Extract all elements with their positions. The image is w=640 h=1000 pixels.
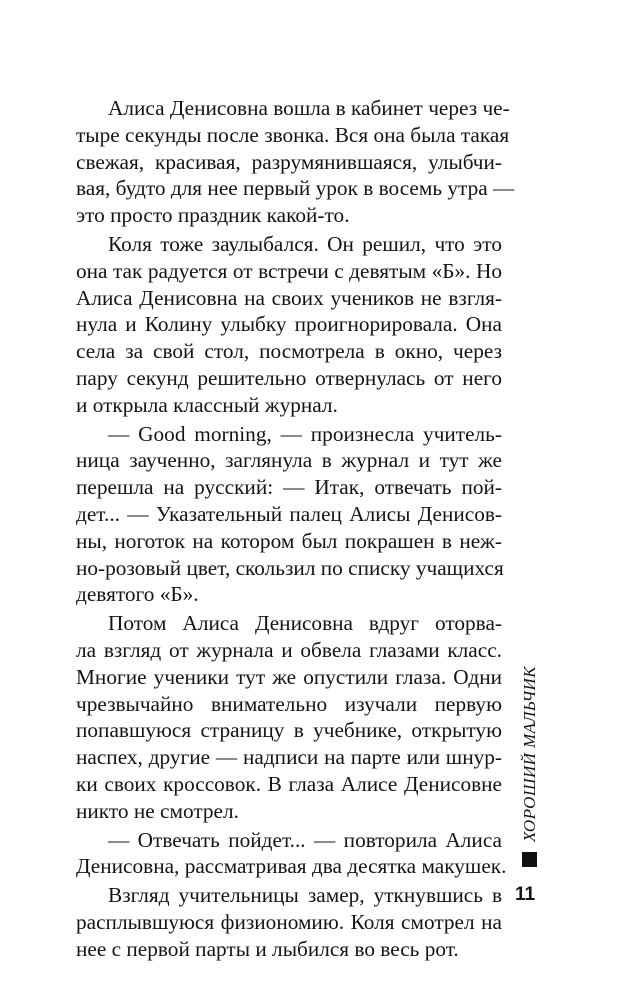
text-line: тыре секунды после звонка. Вся она была такая xyxy=(76,122,510,147)
text-line: чрезвычайно внимательно изучали первую xyxy=(76,691,502,716)
text-line: пару секунд решительно отвернулась от него xyxy=(76,365,502,390)
text-line: Денисовна, рассматривая два десятка макушек. xyxy=(76,854,507,879)
body-text xyxy=(76,95,515,963)
text-line: девятого «Б». xyxy=(76,582,199,607)
paragraph-1 xyxy=(76,95,515,229)
text-line: дет... — Указательный палец Алисы Денисов- xyxy=(76,501,502,526)
text-line: — Good morning, — произнесла учитель- xyxy=(108,421,502,446)
text-line: нула и Колину улыбку проигнорировала. Она xyxy=(76,312,502,337)
text-line: перешла на русский: — Итак, отвечать пой- xyxy=(76,475,502,500)
text-line: расплывшуюся физиономию. Коля смотрел на xyxy=(76,909,502,934)
text-line: вая, будто для нее первый урок в восемь утра — xyxy=(76,176,515,201)
paragraph-2 xyxy=(76,231,502,419)
text-line: Алиса Денисовна на своих учеников не взгля- xyxy=(76,285,502,310)
text-line: ница заученно, заглянула в журнал и тут же xyxy=(76,448,502,473)
text-line: ки своих кроссовок. В глаза Алисе Денисовне xyxy=(76,771,502,796)
square-marker-icon xyxy=(522,852,537,867)
text-line: Потом Алиса Денисовна вдруг оторва- xyxy=(108,611,502,636)
text-line: наспех, другие — надписи на парте или шнур- xyxy=(76,745,502,770)
text-line: Многие ученики тут же опустили глаза. Одни xyxy=(76,664,502,689)
paragraph-6 xyxy=(76,882,502,962)
text-line: — Отвечать пойдет... — повторила Алиса xyxy=(108,827,502,852)
paragraph-5 xyxy=(76,827,507,881)
text-line: Коля тоже заулыбался. Он решил, что это xyxy=(108,231,502,256)
running-head-title: ХОРОШИЙ МАЛЬЧИК xyxy=(520,666,539,842)
page-number: 11 xyxy=(515,884,536,905)
text-line: Взгляд учительницы замер, уткнувшись в xyxy=(108,883,502,908)
text-line: нее с первой парты и лыбился во весь рот. xyxy=(76,936,459,961)
text-line: свежая, красивая, разрумянившаяся, улыбчи- xyxy=(76,149,502,174)
text-line: попавшуюся страницу в учебнике, открытую xyxy=(76,718,502,743)
text-line: и открыла классный журнал. xyxy=(76,392,338,417)
text-line: но-розовый цвет, скользил по списку учащихся xyxy=(76,555,504,580)
text-line: Алиса Денисовна вошла в кабинет через че- xyxy=(108,96,510,120)
text-line: ла взгляд от журнала и обвела глазами класс. xyxy=(76,637,502,662)
text-line: села за свой стол, посмотрела в окно, через xyxy=(76,339,502,364)
text-line: она так радуется от встречи с девятым «Б». Но xyxy=(76,258,502,283)
paragraph-3 xyxy=(76,421,502,609)
paragraph-4 xyxy=(76,610,502,824)
text-line: ны, ноготок на котором был покрашен в неж- xyxy=(76,528,502,553)
text-line: это просто праздник какой-то. xyxy=(76,203,350,228)
text-line: никто не смотрел. xyxy=(76,798,239,823)
